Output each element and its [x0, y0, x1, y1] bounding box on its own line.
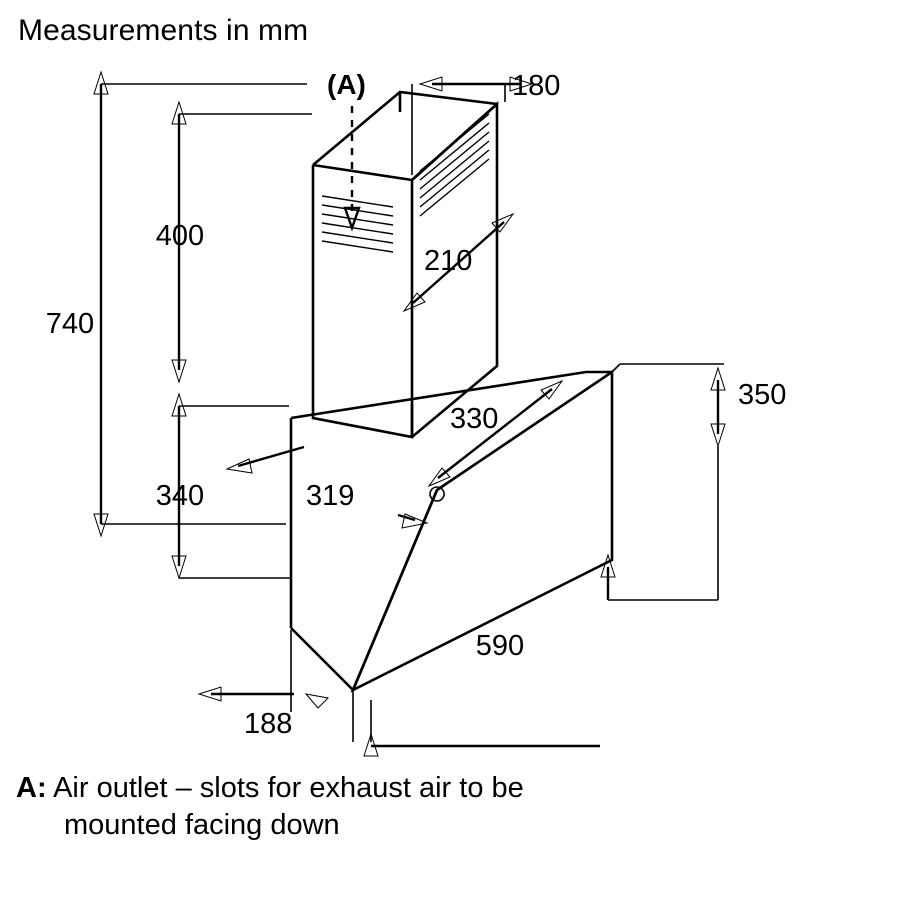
dimension-label-330: 330	[450, 403, 499, 435]
legend-line-2: mounted facing down	[64, 809, 340, 841]
dimension-590	[364, 555, 718, 756]
air-outlet-vent-slots	[322, 114, 489, 252]
dimension-label-210: 210	[424, 245, 473, 277]
dimension-319	[227, 447, 427, 528]
page-title: Measurements in mm	[18, 14, 309, 47]
callout-a-label: (A)	[327, 69, 366, 100]
dimension-label-400: 400	[155, 220, 205, 252]
dimension-188	[199, 630, 353, 742]
dimension-label-319: 319	[306, 480, 355, 512]
dimension-400	[156, 102, 312, 382]
legend	[16, 770, 816, 844]
dimension-label-188: 188	[244, 708, 293, 740]
dimension-label-590: 590	[475, 630, 525, 662]
dimension-740	[46, 72, 307, 536]
legend-line-1: Air outlet – slots for exhaust air to be	[53, 772, 524, 804]
dimension-350	[612, 364, 786, 600]
dimension-label-340: 340	[155, 480, 205, 512]
dimension-label-350: 350	[738, 379, 787, 411]
dimension-label-180: 180	[512, 70, 561, 102]
dimension-label-740: 740	[45, 308, 95, 340]
legend-key: A:	[16, 772, 47, 804]
dimension-330	[429, 381, 562, 486]
dimension-340	[156, 394, 291, 578]
